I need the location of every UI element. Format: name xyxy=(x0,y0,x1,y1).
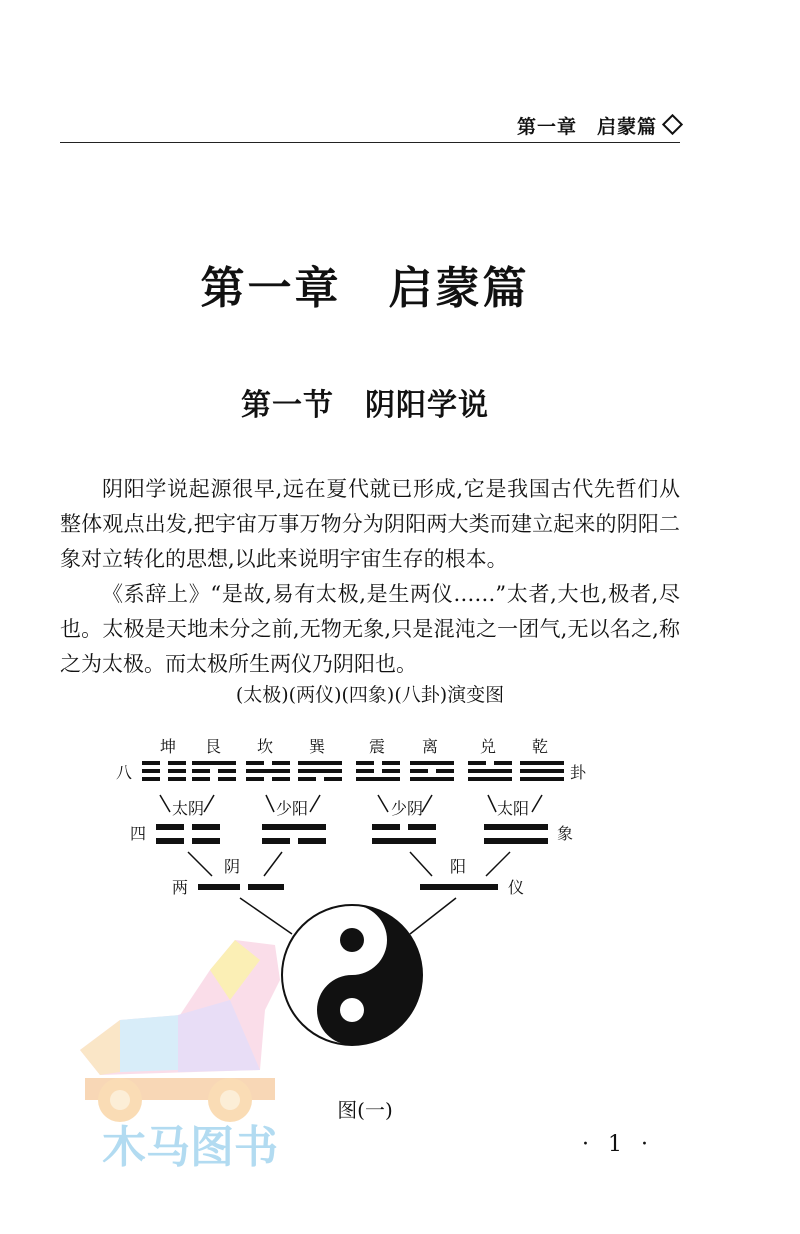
trigram-kan xyxy=(246,761,290,781)
sixiang-taiyang: 太阳 xyxy=(496,799,530,818)
trigram-dui xyxy=(468,761,512,781)
label-si: 四 xyxy=(130,824,147,843)
label-ba: 八 xyxy=(116,763,133,782)
trigram-name-li: 离 xyxy=(421,737,439,756)
watermark-text: 木马图书 xyxy=(102,1122,278,1170)
header-rule xyxy=(60,142,680,143)
label-xiang: 象 xyxy=(557,824,574,843)
trigram-name-dui: 兑 xyxy=(479,737,497,756)
sixiang-taiyin: 太阴 xyxy=(171,799,205,818)
trigram-name-zhen: 震 xyxy=(368,737,386,756)
section-title: 第一节 阴阳学说 xyxy=(241,388,489,423)
chapter-title: 第一章 启蒙篇 xyxy=(200,263,530,314)
figure-caption: (太极)(两仪)(四象)(八卦)演变图 xyxy=(235,684,505,706)
trigram-name-xun: 巽 xyxy=(308,737,326,756)
trigram-name-kun: 坤 xyxy=(159,737,177,756)
paragraph-1: 阴阳学说起源很早,远在夏代就已形成,它是我国古代先哲们从整体观点出发,把宇宙万事万物分为阴阳两大类而建立起来的阴阳二象对立转化的思想,以此来说明宇宙生存的根本。 xyxy=(60,477,680,571)
sixiang-bars-shaoyang xyxy=(262,824,326,844)
label-liang: 两 xyxy=(172,878,189,897)
trigrams xyxy=(142,761,564,781)
connectors-top xyxy=(160,795,542,812)
trigram-kun xyxy=(142,761,186,781)
trigram-name-gen: 艮 xyxy=(204,737,222,756)
diamond-icon xyxy=(662,114,683,135)
liangyi-bar-yin-right xyxy=(248,884,284,890)
bagua-evolution-diagram xyxy=(0,720,800,1050)
liangyi-yin: 阴 xyxy=(223,857,241,876)
trigram-xun xyxy=(298,761,342,781)
figure-label: 图(一) xyxy=(337,1098,393,1122)
trigram-zhen xyxy=(356,761,400,781)
trigram-qian xyxy=(520,761,564,781)
sixiang-bars xyxy=(156,824,548,844)
page-number: · 1 · xyxy=(582,1132,654,1157)
trigram-gen xyxy=(192,761,236,781)
trigram-li xyxy=(410,761,454,781)
liangyi-bars xyxy=(198,884,498,890)
running-header-title: 第一章 启蒙篇 xyxy=(516,116,657,138)
liangyi-bar-yang xyxy=(420,884,498,890)
liangyi-bar-yin-left xyxy=(198,884,240,890)
paragraph-2: 《系辞上》“是故,易有太极,是生两仪……”太者,大也,极者,尽也。太极是天地未分之前,无物无象,只是混沌之一团气,无以名之,称之为太极。而太极所生两仪乃阴阳也。 xyxy=(60,582,680,676)
label-gua: 卦 xyxy=(570,763,587,782)
sixiang-bars-taiyang xyxy=(484,824,548,844)
sixiang-bars-shaoyin xyxy=(372,824,436,844)
sixiang-shaoyang: 少阳 xyxy=(275,799,309,818)
taiji-symbol xyxy=(282,905,422,1045)
running-header xyxy=(60,112,680,139)
liangyi-yang: 阳 xyxy=(449,857,467,876)
sixiang-shaoyin: 少阴 xyxy=(390,799,424,818)
sixiang-bars-taiyin xyxy=(156,824,220,844)
label-yi: 仪 xyxy=(508,878,525,897)
trigram-name-qian: 乾 xyxy=(531,737,549,756)
trigram-name-kan: 坎 xyxy=(256,737,274,756)
